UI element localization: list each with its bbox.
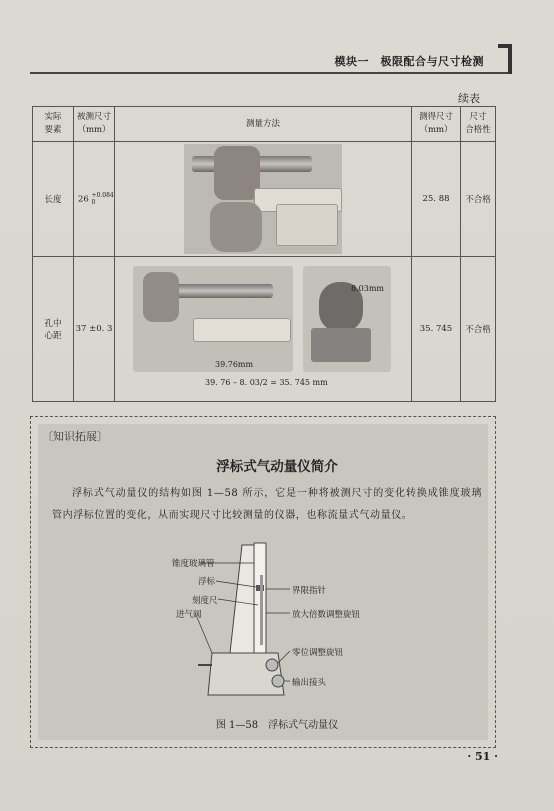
- cell-conformity: 不合格: [461, 257, 496, 402]
- label-tube: 锥度玻璃管: [172, 559, 215, 569]
- measurement-table: [32, 106, 496, 402]
- formula-text: 39. 76 – 8. 03/2 = 35. 745 mm: [205, 378, 328, 387]
- cell-size: 37 ±0. 3: [74, 257, 115, 402]
- cell-result: 35. 745: [412, 257, 461, 402]
- header-measured-size: 被测尺寸 （mm）: [74, 107, 115, 142]
- figure-caption: 图 1—58 浮标式气动量仪: [215, 720, 339, 731]
- label-zero: 零位调整旋钮: [292, 648, 344, 658]
- cell-result: 25. 88: [412, 142, 461, 257]
- label-limit: 界限指针: [292, 586, 327, 596]
- outlet-connector: [272, 675, 284, 687]
- knowledge-title: 浮标式气动量仪简介: [216, 459, 338, 475]
- header-rule: [30, 72, 508, 74]
- label-8-03: 8.03mm: [351, 284, 384, 293]
- table-header-row: [33, 107, 496, 142]
- label-39-76: 39.76mm: [215, 360, 254, 369]
- zero-knob: [266, 659, 278, 671]
- header-corner-mark: [498, 44, 512, 74]
- label-float: 浮标: [198, 577, 216, 587]
- label-outlet: 输出接头: [292, 678, 327, 688]
- page-number: · 51 ·: [467, 750, 498, 763]
- header-conformity: 尺寸 合格性: [461, 107, 496, 142]
- cell-conformity: 不合格: [461, 142, 496, 257]
- cell-size: 26 +0.084 0: [74, 142, 115, 257]
- caliper-length-photo: [184, 144, 342, 254]
- module-title: 模块一 极限配合与尺寸检测: [334, 55, 484, 68]
- table-row: [33, 142, 496, 257]
- knowledge-tag: 〔知识拓展〕: [42, 430, 108, 443]
- cell-element: 孔中 心距: [33, 257, 74, 402]
- knowledge-paragraph: 浮标式气动量仪的结构如图 1—58 所示，它是一种将被测尺寸的变化转换成锥度玻璃管内浮标位置的变化，从而实现尺寸比较测量的仪器，也称流量式气动量仪。: [52, 488, 482, 521]
- label-inlet: 进气阀: [176, 610, 202, 620]
- limit-pointer: [260, 575, 263, 645]
- label-amp: 放大倍数调整旋钮: [292, 610, 361, 620]
- cell-method-photo: [115, 142, 412, 257]
- header-result: 测得尺寸 （mm）: [412, 107, 461, 142]
- cell-element: 长度: [33, 142, 74, 257]
- cell-method-photo: [115, 257, 412, 402]
- label-scale: 刻度尺: [192, 596, 218, 606]
- hole-distance-photos: [133, 264, 393, 394]
- header-method: 测量方法: [115, 107, 412, 142]
- table-row: [33, 257, 496, 402]
- header-element: 实际 要素: [33, 107, 74, 142]
- continued-label: 续表: [458, 92, 480, 105]
